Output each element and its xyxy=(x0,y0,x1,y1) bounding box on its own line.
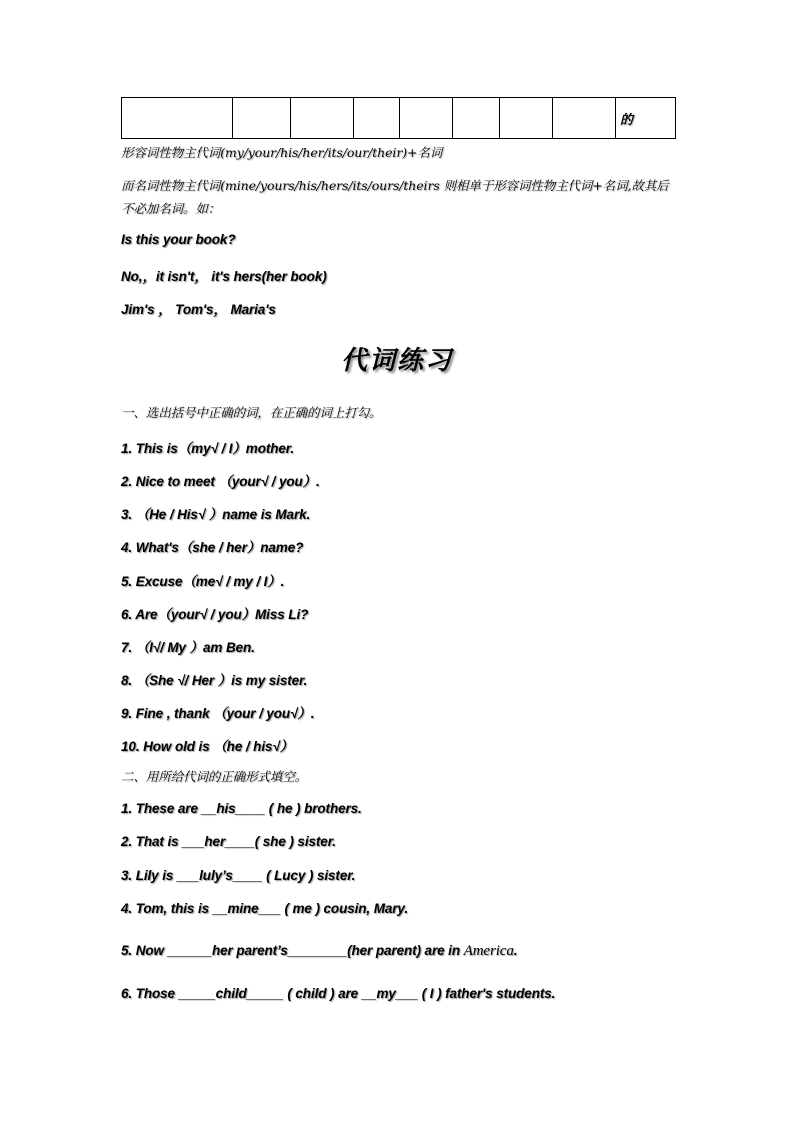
table-cell xyxy=(233,98,291,139)
exercise2-item: 3. Lily is ___luly’s____ ( Lucy ) sister. xyxy=(121,868,356,883)
exercise2-item: 1. These are __his____ ( he ) brothers. xyxy=(121,801,362,816)
section1-heading: 一、选出括号中正确的词，在正确的词上打勾。 xyxy=(121,405,382,420)
table-cell xyxy=(553,98,616,139)
example-answer: No,，it isn't， it's hers(her book) xyxy=(121,269,327,284)
exercise1-item: 4. What's（she / her）name? xyxy=(121,540,304,555)
table-cell xyxy=(453,98,500,139)
section2-heading: 二、用所给代词的正确形式填空。 xyxy=(121,769,308,784)
exercise1-item: 8. （She √/ Her ）is my sister. xyxy=(121,673,308,688)
grammar-note-adjective: 形容词性物主代词(my/your/his/her/its/our/their)+名词 xyxy=(121,145,443,160)
exercise1-item: 5. Excuse（me√ / my / I）. xyxy=(121,574,285,589)
exercise1-item: 2. Nice to meet （your√ / you）. xyxy=(121,474,320,489)
table-cell: 的 xyxy=(616,98,676,139)
exercise2-item xyxy=(121,943,517,960)
exercise2-item: 4. Tom, this is __mine___ ( me ) cousin, Mary. xyxy=(121,901,408,916)
grammar-note-noun: 而名词性物主代词(mine/yours/his/hers/its/ours/theirs 则相单于形容词性物主代词+名词,故其后不必加名词。如： xyxy=(121,178,669,216)
exercise2-item5-text: 5. Now ______her parent’s________(her parent) are in xyxy=(121,943,464,958)
exercise1-item: 1. This is（my√ / I）mother. xyxy=(121,441,294,456)
page-title: 代词练习 xyxy=(340,346,453,376)
table-cell xyxy=(291,98,354,139)
exercise2-item: 2. That is ___her____( she ) sister. xyxy=(121,834,336,849)
possessive-examples: Jim's ， Tom's， Maria's xyxy=(121,302,276,317)
exercise2-item5-country: America xyxy=(463,943,514,959)
exercise2-item: 6. Those _____child_____ ( child ) are __my___ ( I ) father's students. xyxy=(121,986,556,1001)
table-cell xyxy=(500,98,553,139)
table-cell xyxy=(122,98,233,139)
exercise1-item: 3. （He / His√ ）name is Mark. xyxy=(121,507,311,522)
pronoun-table xyxy=(121,97,676,139)
exercise1-item: 7. （I√/ My ）am Ben. xyxy=(121,640,255,655)
exercise2-item5-period: . xyxy=(513,943,518,958)
table-cell xyxy=(354,98,400,139)
exercise1-item: 9. Fine , thank （your / you√）. xyxy=(121,706,315,721)
exercise1-item: 10. How old is （he / his√） xyxy=(121,739,294,754)
example-question: Is this your book? xyxy=(121,232,236,247)
table-row xyxy=(122,98,676,139)
table-cell xyxy=(400,98,453,139)
exercise1-item: 6. Are（your√ / you）Miss Li? xyxy=(121,607,309,622)
